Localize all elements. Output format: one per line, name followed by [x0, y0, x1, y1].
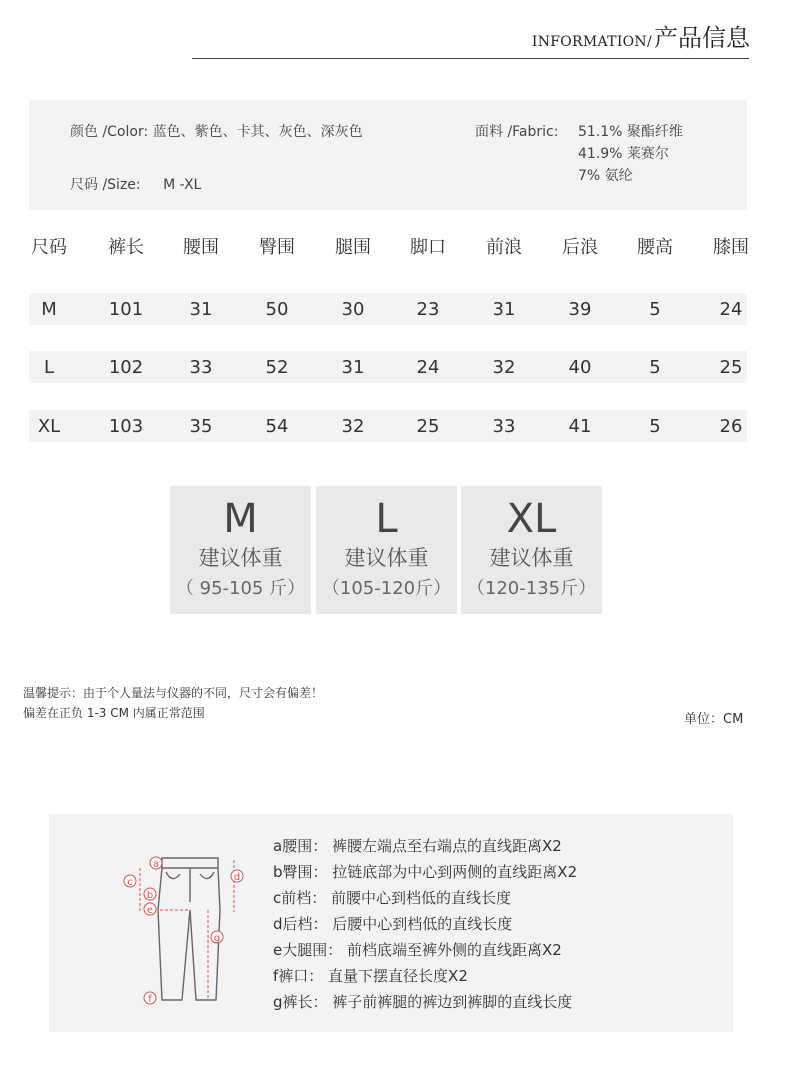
unit-label: 单位：CM [684, 712, 744, 727]
table-header-cell: 腰围 [183, 237, 219, 258]
table-cell: 103 [108, 416, 144, 437]
marker-b: b [146, 890, 154, 901]
weight-card-l [316, 486, 457, 614]
marker-f: f [148, 994, 152, 1005]
table-header-cell: 后浪 [562, 237, 598, 258]
table-cell: L [43, 357, 55, 378]
table-cell: 24 [719, 299, 743, 320]
table-cell: 23 [416, 299, 440, 320]
card-range: （ 95-105 斤） [175, 578, 306, 599]
size-info [70, 174, 201, 194]
card-range: （120-135斤） [466, 578, 597, 599]
fabric-label: 面料 /Fabric: [475, 124, 559, 140]
size-label: 尺码 /Size: [70, 177, 141, 193]
color-info [70, 121, 363, 141]
marker-a: a [152, 859, 160, 870]
table-header-cell: 脚口 [410, 237, 446, 258]
marker-c: c [127, 877, 133, 888]
pants-diagram-icon [110, 850, 260, 1010]
table-header-cell: 前浪 [486, 237, 522, 258]
marker-e: e [146, 905, 154, 916]
table-cell: 32 [341, 416, 365, 437]
table-cell: 39 [568, 299, 592, 320]
table-cell: 33 [189, 357, 213, 378]
table-cell: 40 [568, 357, 592, 378]
page-title-zh: 产品信息 [654, 24, 750, 52]
table-cell: 41 [568, 416, 592, 437]
card-size: M [223, 496, 258, 542]
measure-line-d: d后档： 后腰中心到档低的直线长度 [273, 915, 513, 933]
table-cell: M [41, 299, 57, 320]
table-cell: 5 [649, 357, 661, 378]
table-header-cell: 腰高 [637, 237, 673, 258]
color-value: 蓝色、紫色、卡其、灰色、深灰色 [152, 124, 363, 140]
table-header-cell: 膝围 [713, 237, 749, 258]
card-label: 建议体重 [489, 546, 574, 570]
tip-line-2: 偏差在正负 1-3 CM 内属正常范围 [23, 706, 205, 720]
card-label: 建议体重 [198, 546, 283, 570]
table-cell: 30 [341, 299, 365, 320]
table-cell: 33 [492, 416, 516, 437]
measure-line-a: a腰围： 裤腰左端点至右端点的直线距离X2 [273, 837, 562, 855]
table-cell: 5 [649, 299, 661, 320]
title-underline [192, 58, 749, 59]
table-cell: 101 [108, 299, 144, 320]
table-header-cell: 腿围 [335, 237, 371, 258]
table-cell: 31 [492, 299, 516, 320]
table-cell: 25 [719, 357, 743, 378]
page-title [532, 18, 750, 53]
marker-d: d [233, 872, 241, 883]
table-cell: 32 [492, 357, 516, 378]
measure-line-f: f裤口： 直量下摆直径长度X2 [273, 967, 468, 985]
table-cell: 5 [649, 416, 661, 437]
weight-card-xl [461, 486, 602, 614]
measure-line-e: e大腿围： 前档底端至裤外侧的直线距离X2 [273, 941, 562, 959]
table-header-cell: 裤长 [108, 237, 144, 258]
card-label: 建议体重 [344, 546, 429, 570]
card-size: XL [506, 496, 557, 542]
table-cell: 52 [265, 357, 289, 378]
table-cell: 31 [341, 357, 365, 378]
table-cell: 25 [416, 416, 440, 437]
size-value: M -XL [163, 177, 202, 193]
table-cell: XL [37, 416, 61, 437]
measure-line-g: g裤长： 裤子前裤腿的裤边到裤脚的直线长度 [273, 993, 573, 1011]
table-header-cell: 尺码 [31, 237, 67, 258]
table-cell: 102 [108, 357, 144, 378]
card-range: （105-120斤） [321, 578, 452, 599]
color-label: 颜色 /Color: [70, 124, 149, 140]
weight-card-m [170, 486, 311, 614]
card-size: L [375, 496, 398, 542]
table-cell: 50 [265, 299, 289, 320]
fabric-value-1: 51.1% 聚酯纤维 [578, 124, 683, 140]
table-cell: 31 [189, 299, 213, 320]
measure-line-c: c前档： 前腰中心到档低的直线长度 [273, 889, 512, 907]
table-cell: 54 [265, 416, 289, 437]
marker-g: g [213, 933, 221, 944]
table-cell: 26 [719, 416, 743, 437]
table-header-cell: 臀围 [259, 237, 295, 258]
measure-line-b: b臀围： 拉链底部为中心到两侧的直线距离X2 [273, 863, 578, 881]
fabric-value-3: 7% 氨纶 [578, 168, 633, 184]
table-cell: 24 [416, 357, 440, 378]
table-cell: 35 [189, 416, 213, 437]
fabric-value-2: 41.9% 莱赛尔 [578, 146, 669, 162]
tip-line-1: 温馨提示：由于个人量法与仪器的不同，尺寸会有偏差！ [23, 686, 324, 700]
page-title-en: INFORMATION/ [531, 34, 652, 50]
